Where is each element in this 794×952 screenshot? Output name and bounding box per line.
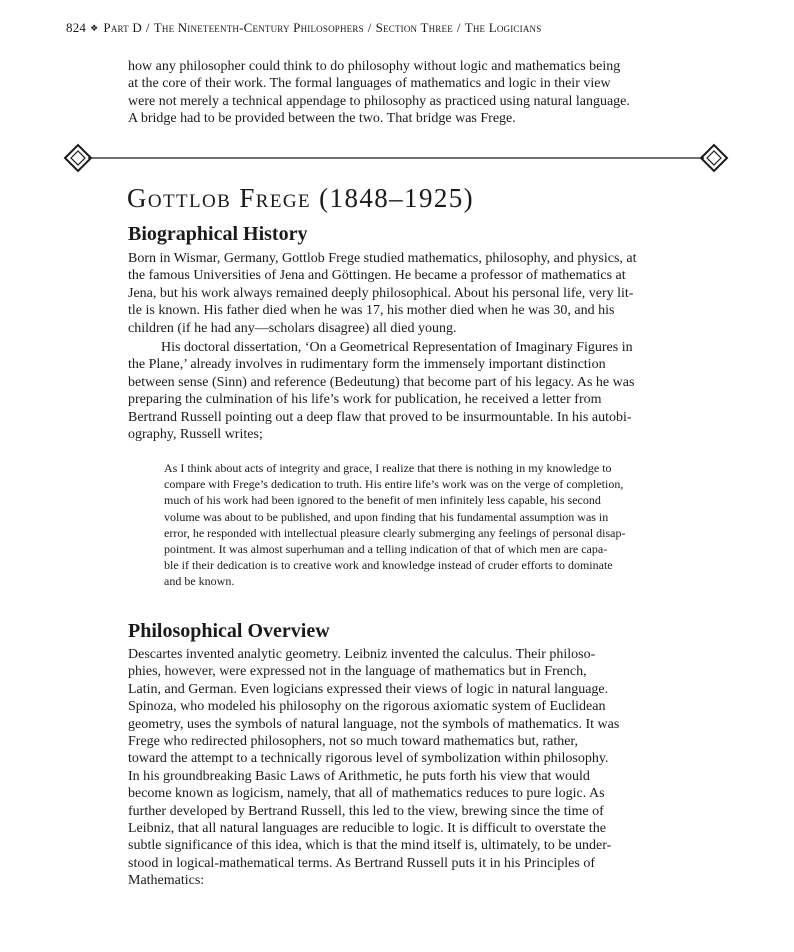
bio-paragraph-1 <box>128 250 673 337</box>
text-line: Born in Wismar, Germany, Gottlob Frege studied mathematics, philosophy, and physics, at <box>128 251 637 266</box>
quote-line: pointment. It was almost superhuman and a telling indication of that of which men are capa- <box>164 542 608 557</box>
text-line: at the core of their work. The formal languages of mathematics and logic in their view <box>128 76 611 92</box>
running-head-section-c: The Logicians <box>464 20 542 35</box>
quote-line: much of his work had been ignored to the benefit of men infinitely less capable, his second <box>164 493 601 508</box>
running-head-section-b: Section Three <box>375 20 453 35</box>
section-heading-biographical-history: Biographical History <box>128 223 308 245</box>
text-line: A bridge had to be provided between the two. That bridge was Frege. <box>128 111 516 127</box>
russell-block-quote <box>164 460 670 590</box>
quote-line: error, he responded with intellectual pleasure clearly submerging any feelings of personal disap- <box>164 525 626 540</box>
quote-line: compare with Frege’s dedication to truth. His entire life’s work was on the verge of completion, <box>164 477 624 492</box>
quote-line: volume was about to be published, and upon finding that his fundamental assumption was in <box>164 509 609 524</box>
quote-line: As I think about acts of integrity and grace, I realize that there is nothing in my knowledge to <box>164 461 612 475</box>
diamond-ornament-icon <box>701 145 727 171</box>
page-number: 824 <box>66 20 87 35</box>
text-line: toward the attempt to a technically rigorous level of symbolization within philosophy. <box>128 751 609 767</box>
intro-paragraph <box>128 58 673 128</box>
text-line: the famous Universities of Jena and Göttingen. He became a professor of mathematics at <box>128 268 626 284</box>
text-line: Bertrand Russell pointing out a deep flaw that proved to be insurmountable. In his autobi- <box>128 409 632 425</box>
text-line: Spinoza, who modeled his philosophy on the rigorous axiomatic system of Euclidean <box>128 699 606 715</box>
text-line: In his groundbreaking Basic Laws of Arithmetic, he puts forth his view that would <box>128 768 590 784</box>
diamond-bullet-icon: ❖ <box>90 23 99 33</box>
text-line: how any philosopher could think to do philosophy without logic and mathematics being <box>128 59 621 74</box>
text-line: children (if he had any—scholars disagree) all died young. <box>128 320 457 336</box>
running-head-separator: / <box>145 20 150 35</box>
overview-paragraph <box>128 646 673 890</box>
text-line: ography, Russell writes; <box>128 427 263 443</box>
text-line: geometry, uses the symbols of natural language, not the symbols of mathematics. It was <box>128 716 620 732</box>
text-line: were not merely a technical appendage to philosophy as practiced using natural language. <box>128 93 630 109</box>
quote-line: and be known. <box>164 574 235 589</box>
text-line: phies, however, were expressed not in the language of mathematics but in French, <box>128 664 587 680</box>
running-head-section-a: The Nineteenth-Century Philosophers <box>153 20 364 35</box>
text-line: Leibniz, that all natural languages are reducible to logic. It is difficult to overstate the <box>128 821 606 837</box>
text-line: Frege who redirected philosophers, not so much toward mathematics but, rather, <box>128 734 579 750</box>
text-line: stood in logical-mathematical terms. As Bertrand Russell puts it in his Principles of <box>128 855 595 871</box>
text-line: subtle significance of this idea, which is that the mind itself is, ultimately, to be under- <box>128 838 612 854</box>
text-line: Mathematics: <box>128 873 205 889</box>
text-line: become known as logicism, namely, that all of mathematics reduces to pure logic. As <box>128 786 605 802</box>
running-head-separator: / <box>456 20 461 35</box>
text-line: Descartes invented analytic geometry. Leibniz invented the calculus. Their philoso- <box>128 647 596 662</box>
text-line: further developed by Bertrand Russell, this led to the view, brewing since the time of <box>128 803 604 819</box>
running-head-separator: / <box>367 20 372 35</box>
ornamental-divider <box>62 142 730 174</box>
section-heading-philosophical-overview: Philosophical Overview <box>128 620 330 642</box>
diamond-ornament-icon <box>65 145 91 171</box>
bio-paragraph-2 <box>128 339 673 443</box>
text-line: the Plane,’ already involves in rudimentary form the immensely important distinction <box>128 357 606 373</box>
running-head <box>66 20 766 36</box>
text-line: between sense (Sinn) and reference (Bedeutung) that become part of his legacy. As he was <box>128 374 635 390</box>
quote-line: ble if their dedication is to creative work and knowledge instead of cruder efforts to dominate <box>164 558 613 573</box>
text-line: tle is known. His father died when he was 17, his mother died when he was 30, and his <box>128 303 615 319</box>
text-line: Jena, but his work always remained deeply philosophical. About his personal life, very lit- <box>128 285 634 301</box>
text-line: His doctoral dissertation, ‘On a Geometrical Representation of Imaginary Figures in <box>161 340 633 355</box>
text-line: preparing the culmination of his life’s work for publication, he received a letter from <box>128 392 602 408</box>
chapter-title: Gottlob Frege (1848–1925) <box>127 183 475 213</box>
running-head-part: Part D <box>103 20 142 35</box>
text-line: Latin, and German. Even logicians expressed their views of logic in natural language. <box>128 681 609 697</box>
